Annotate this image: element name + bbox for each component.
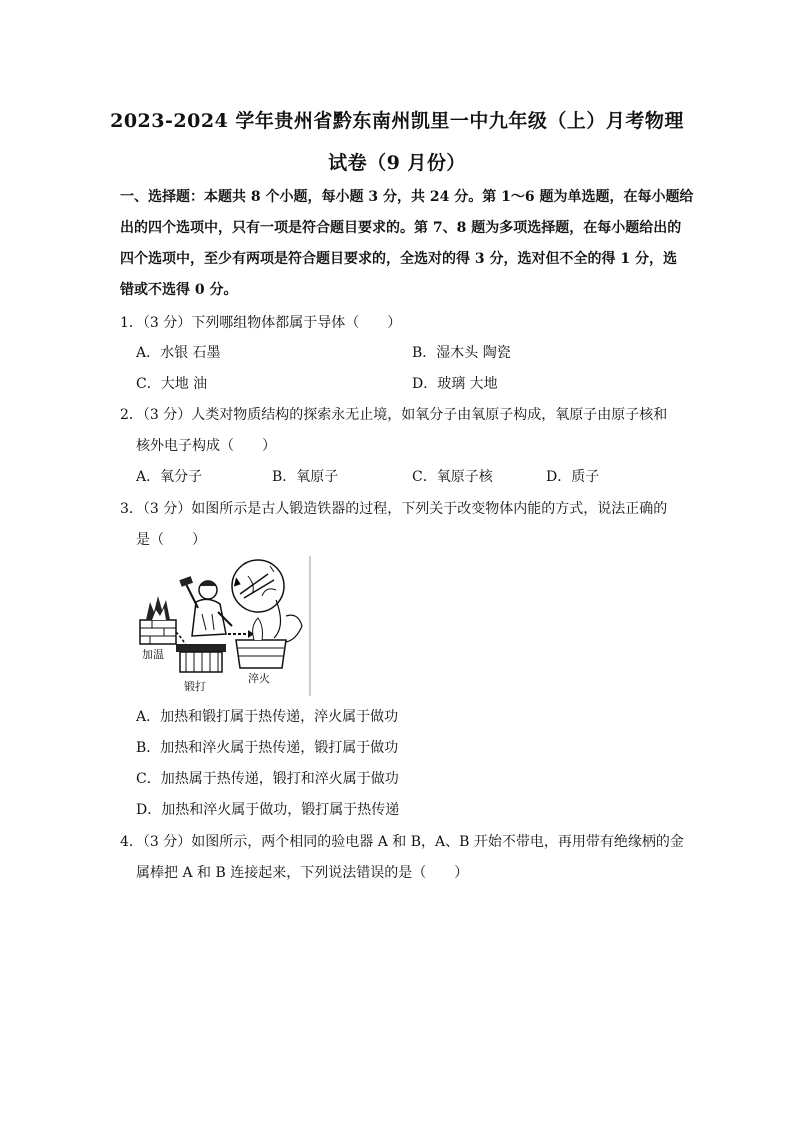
- forging-drawing: [136, 556, 312, 696]
- q1-option-c: C．大地 油: [136, 376, 208, 392]
- exam-title-line2: 试卷（9 月份）: [328, 152, 466, 174]
- forging-illustration: [136, 556, 312, 696]
- q2-option-d: D．质子: [546, 469, 600, 485]
- section1-instructions-line2: 出的四个选项中，只有一项是符合题目要求的。第 7、8 题为多项选择题，在每小题给出的: [120, 220, 682, 236]
- q4-stem-line2: 属棒把 A 和 B 连接起来，下列说法错误的是（ ）: [136, 865, 469, 881]
- q4-stem-line1: 4．（3 分）如图所示，两个相同的验电器 A 和 B，A、B 开始不带电，再用带有绝缘柄的金: [120, 834, 684, 850]
- section1-instructions-line4: 错或不选得 0 分。: [120, 282, 238, 298]
- q1-option-a: A．水银 石墨: [136, 345, 221, 361]
- q2-stem-line2: 核外电子构成（ ）: [136, 438, 276, 454]
- figure-label-heating: 加温: [142, 648, 164, 661]
- q2-option-a: A．氧分子: [136, 469, 203, 485]
- q2-option-c: C．氧原子核: [412, 469, 493, 485]
- exam-title-line1: 2023-2024 学年贵州省黔东南州凯里一中九年级（上）月考物理: [110, 110, 684, 132]
- q3-option-b: B．加热和淬火属于热传递，锻打属于做功: [136, 740, 399, 756]
- q3-stem-line2: 是（ ）: [136, 532, 206, 548]
- q2-stem-line1: 2．（3 分）人类对物质结构的探索永无止境，如氧分子由氧原子构成，氧原子由原子核和: [120, 407, 668, 423]
- q1-option-d: D．玻璃 大地: [412, 376, 498, 392]
- quench-tub-icon: [236, 615, 302, 668]
- q3-option-d: D．加热和淬火属于做功，锻打属于热传递: [136, 802, 400, 818]
- q1-option-b: B．湿木头 陶瓷: [412, 345, 511, 361]
- q2-option-b: B．氧原子: [272, 469, 339, 485]
- q3-option-c: C．加热属于热传递，锻打和淬火属于做功: [136, 771, 399, 787]
- q1-stem: 1．（3 分）下列哪组物体都属于导体（ ）: [120, 315, 402, 331]
- figure-label-forging: 锻打: [184, 680, 206, 693]
- section1-instructions-line3: 四个选项中，至少有两项是符合题目要求的，全选对的得 3 分，选对但不全的得 1 分，选: [120, 251, 677, 267]
- anvil-icon: [176, 644, 226, 672]
- q3-option-a: A．加热和锻打属于热传递，淬火属于做功: [136, 709, 399, 725]
- figure-label-quenching: 淬火: [248, 672, 270, 685]
- q3-stem-line1: 3．（3 分）如图所示是古人锻造铁器的过程，下列关于改变物体内能的方式，说法正确的: [120, 501, 668, 517]
- furnace-icon: [140, 596, 176, 644]
- blacksmith-icon: [179, 576, 232, 636]
- section1-instructions-line1: 一、选择题：本题共 8 个小题，每小题 3 分，共 24 分。第 1～6 题为单选题，在每小题给: [120, 189, 694, 205]
